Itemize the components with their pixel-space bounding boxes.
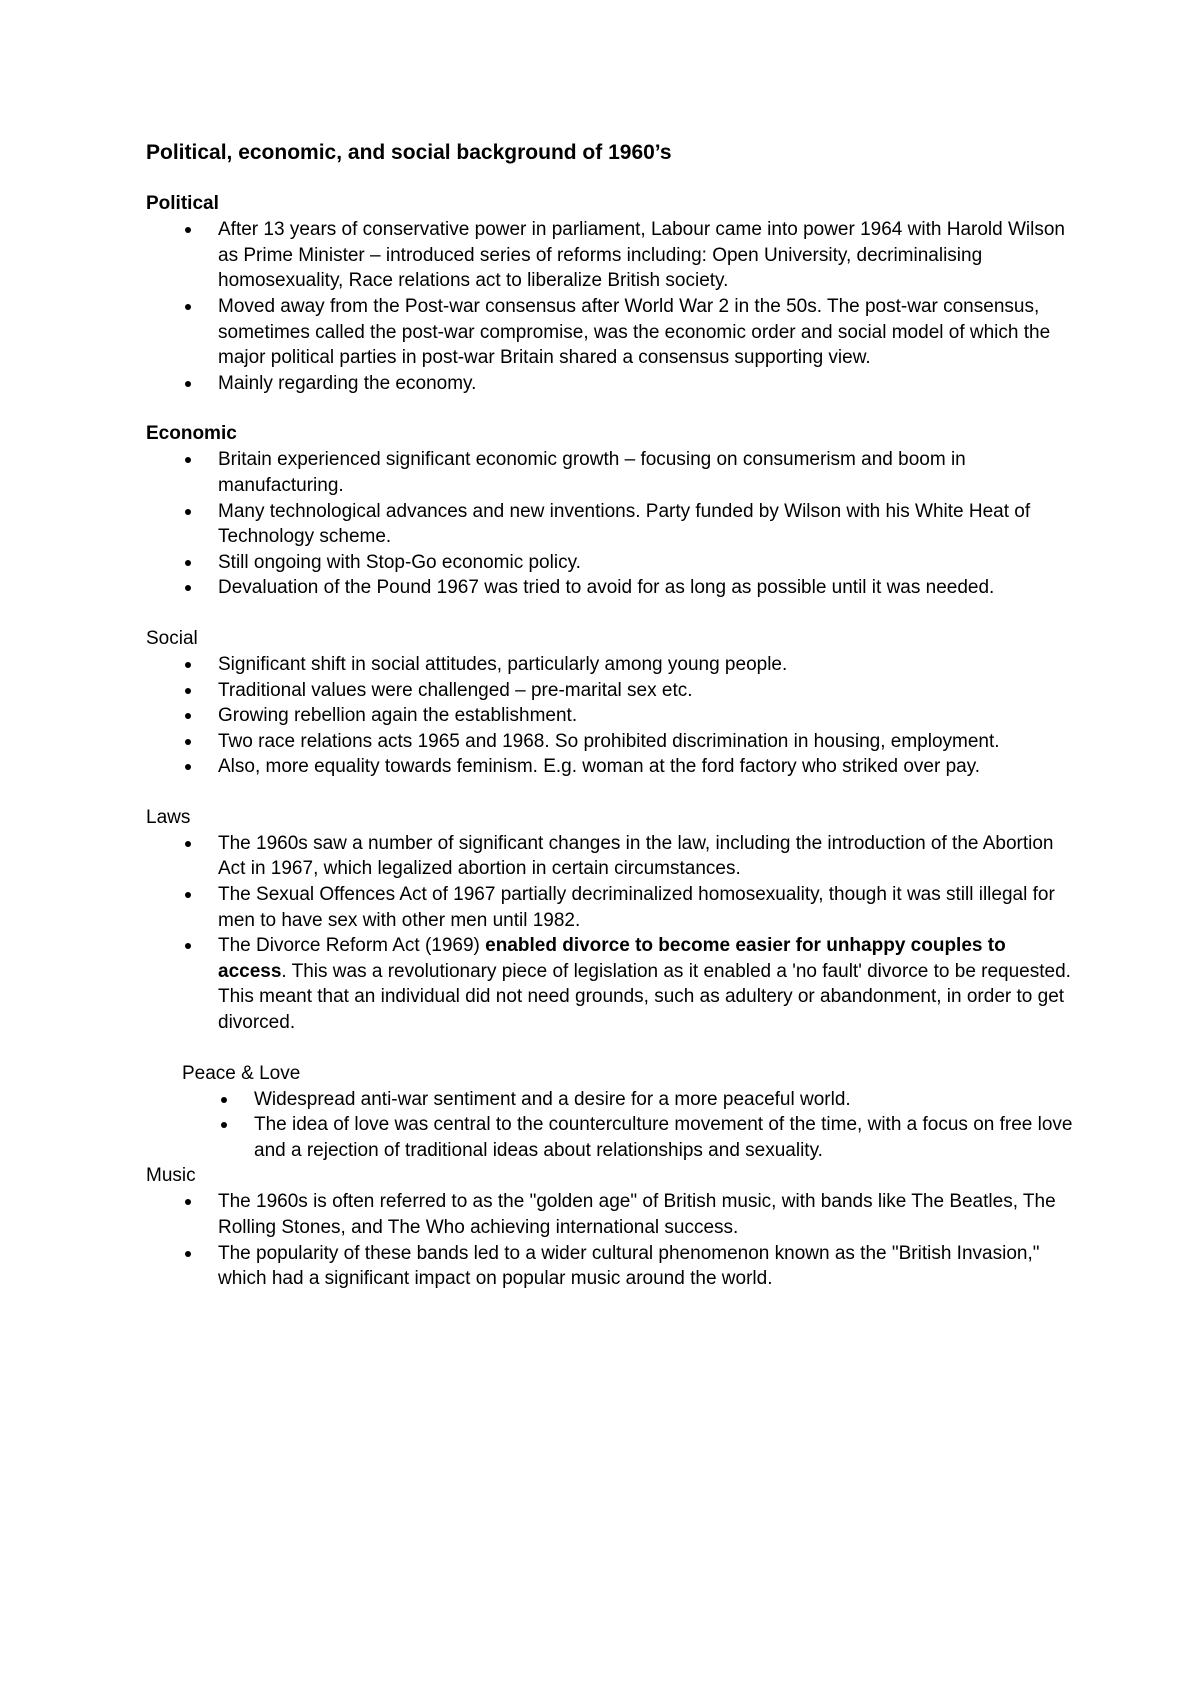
divorce-suffix: . This was a revolutionary piece of legislation as it enabled a 'no fault' divorce to be requested. This meant that an individual did not need grounds, such as adultery or abandonment, in order to get divorced. <box>218 960 1071 1034</box>
list-item: Many technological advances and new inventions. Party funded by Wilson with his White Heat of Technology scheme. <box>218 499 1076 550</box>
list-item: Significant shift in social attitudes, particularly among young people. <box>218 652 1076 678</box>
peace-love-list <box>182 1087 1076 1164</box>
social-list <box>146 652 1076 780</box>
list-item: Widespread anti-war sentiment and a desire for a more peaceful world. <box>254 1087 1076 1113</box>
section-heading-social: Social <box>146 627 198 649</box>
page-title: Political, economic, and social background of 1960’s <box>146 141 672 164</box>
music-list <box>146 1189 1076 1291</box>
economic-list <box>146 447 1076 601</box>
divorce-prefix: The Divorce Reform Act (1969) <box>218 935 486 957</box>
list-item: Two race relations acts 1965 and 1968. So prohibited discrimination in housing, employment. <box>218 729 1076 755</box>
section-heading-economic: Economic <box>146 423 237 445</box>
laws-list <box>146 831 1076 1036</box>
list-item: Moved away from the Post-war consensus after World War 2 in the 50s. The post-war consensus, sometimes called the post-war compromise, was the economic order and social model of which the major political parties in post-war Britain shared a consensus supporting view. <box>218 294 1076 371</box>
list-item: The idea of love was central to the counterculture movement of the time, with a focus on free love and a rejection of traditional ideas about relationships and sexuality. <box>254 1112 1076 1163</box>
divorce-bold-text: enabled divorce to become easier for unhappy couples to access <box>218 935 1006 982</box>
list-item: Also, more equality towards feminism. E.g. woman at the ford factory who striked over pay. <box>218 754 1076 780</box>
political-list <box>146 217 1076 396</box>
list-item: The 1960s is often referred to as the "golden age" of British music, with bands like The Beatles, The Rolling Stones, and The Who achieving international success. <box>218 1189 1076 1240</box>
list-item: Still ongoing with Stop-Go economic policy. <box>218 550 1076 576</box>
list-item: Traditional values were challenged – pre-marital sex etc. <box>218 678 1076 704</box>
section-heading-music: Music <box>146 1165 196 1187</box>
list-item: The popularity of these bands led to a wider cultural phenomenon known as the "British Invasion," which had a significant impact on popular music around the world. <box>218 1241 1076 1292</box>
list-item-divorce-reform <box>218 933 1076 1035</box>
list-item: Mainly regarding the economy. <box>218 371 1076 397</box>
list-item: Growing rebellion again the establishment. <box>218 703 1076 729</box>
list-item: The 1960s saw a number of significant changes in the law, including the introduction of the Abortion Act in 1967, which legalized abortion in certain circumstances. <box>218 831 1076 882</box>
peace-love-section <box>182 1061 1076 1164</box>
document-page <box>146 140 1076 1292</box>
list-item: After 13 years of conservative power in parliament, Labour came into power 1964 with Harold Wilson as Prime Minister – introduced series of reforms including: Open University, decriminalising homosexuality, Race relations act to liberalize British society. <box>218 217 1076 294</box>
section-heading-political: Political <box>146 193 219 215</box>
section-heading-laws: Laws <box>146 806 191 828</box>
list-item: The Sexual Offences Act of 1967 partially decriminalized homosexuality, though it was still illegal for men to have sex with other men until 1982. <box>218 882 1076 933</box>
list-item: Devaluation of the Pound 1967 was tried to avoid for as long as possible until it was needed. <box>218 575 1076 601</box>
list-item: Britain experienced significant economic growth – focusing on consumerism and boom in manufacturing. <box>218 447 1076 498</box>
section-heading-peace-love: Peace & Love <box>182 1062 301 1084</box>
